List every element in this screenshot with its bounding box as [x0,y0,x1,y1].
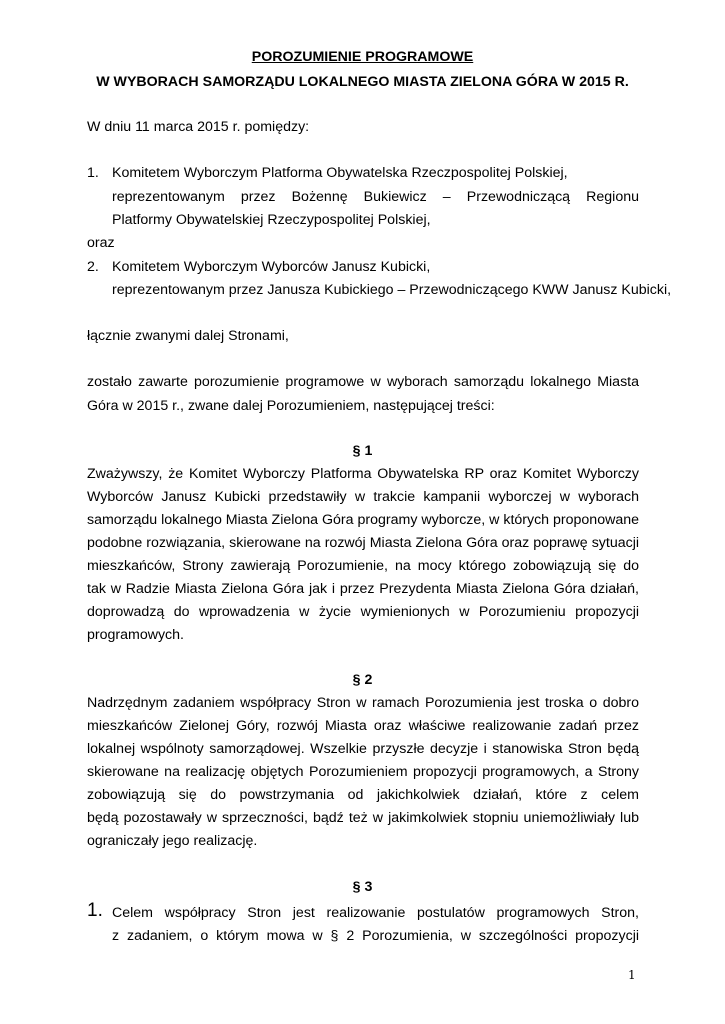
section-1-line: Wyborców Janusz Kubicki przedstawiły w trakcie kampanii wyborczej w wyborach [87,489,639,505]
section-2-line: lokalnej wspólnoty samorządowej. Wszelkie przyszłe decyzje i stanowiska Stron będą [87,741,639,757]
party-2-line: reprezentowanym przez Janusza Kubickiego – Przewodniczącego KWW Janusz Kubicki, [112,282,672,298]
party-1-line: Komitetem Wyborczym Platforma Obywatelska Rzeczpospolitej Polskiej, [112,165,568,181]
section-3-line: Celem współpracy Stron jest realizowanie postulatów programowych Stron, [112,905,639,921]
party-1-line: Platformy Obywatelskiej Rzeczypospolitej Polskiej, [112,212,431,228]
concluded-line: zostało zawarte porozumienie programowe w wyborach samorządu lokalnego Miasta [87,374,639,390]
section-2-line: będą pozostawały w sprzeczności, bądź też w jakimkolwiek stopniu uniemożliwiały lub [87,810,639,826]
section-1-line: tak w Radzie Miasta Zielona Góra jak i przez Prezydenta Miasta Zielona Góra działań, [87,581,639,597]
section-3-heading: § 3 [352,879,373,895]
section-1-line: samorządu lokalnego Miasta Zielona Góra programy wyborcze, w których proponowane [87,512,639,528]
section-2-line: skierowane na realizację objętych Porozumieniem propozycji programowych, a Strony [87,764,639,780]
concluded-line: Góra w 2015 r., zwane dalej Porozumieniem, następującej treści: [87,398,495,414]
section-3-item-number: 1. [87,900,103,921]
party-1-line: reprezentowanym przez Bożennę Bukiewicz – Przewodniczącą Regionu [112,189,639,205]
section-1-line: programowych. [87,627,184,643]
section-2-line: mieszkańców Zielonej Góry, rozwój Miasta oraz właściwe realizowanie zadań przez [87,718,639,734]
section-2-line: ograniczały jego realizację. [87,833,258,849]
conjunction-text: oraz [87,235,115,251]
section-1-line: mieszkańców, Strony zawierają Porozumienie, na mocy którego zobowiązują się do [87,558,639,574]
jointly-text: łącznie zwanymi dalej Stronami, [87,328,289,344]
party-2-number: 2. [87,259,99,275]
party-1-number: 1. [87,165,99,181]
party-2-line: Komitetem Wyborczym Wyborców Janusz Kubicki, [112,259,431,275]
page-number: 1 [628,968,636,982]
section-2-line: zobowiązują się do powstrzymania od jakichkolwiek działań, które z celem [87,787,639,803]
section-1-line: Zważywszy, że Komitet Wyborczy Platforma Obywatelska RP oraz Komitet Wyborczy [87,466,639,482]
section-1-heading: § 1 [352,443,373,459]
section-2-heading: § 2 [352,672,373,688]
intro-text: W dniu 11 marca 2015 r. pomiędzy: [87,119,310,135]
section-1-line: podobne rozwiązania, skierowane na rozwój Miasta Zielona Góra oraz poprawę sytuacji [87,535,639,551]
section-2-line: Nadrzędnym zadaniem współpracy Stron w ramach Porozumienia jest troska o dobro [87,695,639,711]
document-title: POROZUMIENIE PROGRAMOWE [251,49,474,65]
section-3-line: z zadaniem, o którym mowa w § 2 Porozumienia, w szczególności propozycji [112,928,639,944]
document-subtitle: W WYBORACH SAMORZĄDU LOKALNEGO MIASTA ZIELONA GÓRA W 2015 R. [96,74,629,90]
section-1-line: doprowadzą do wprowadzenia w życie wymienionych w Porozumieniu propozycji [87,604,639,620]
